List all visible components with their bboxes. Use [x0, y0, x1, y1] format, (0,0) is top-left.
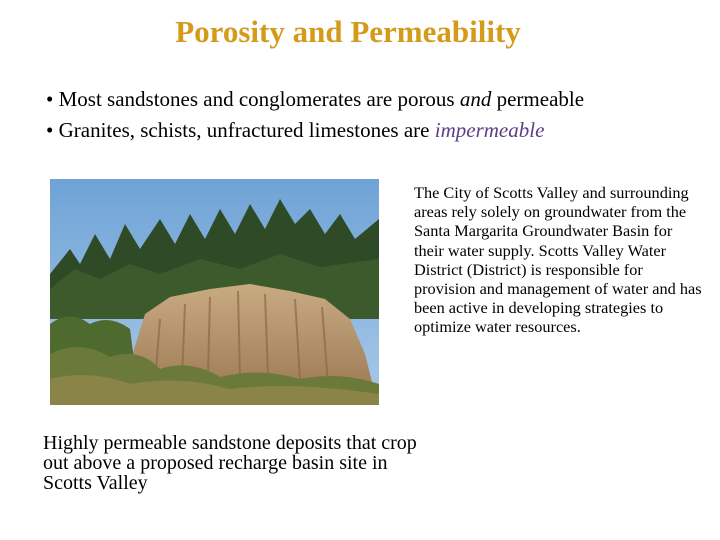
bullet-text: Most sandstones and conglomerates are porous: [58, 87, 460, 111]
sandstone-outcrop-photo: [50, 179, 379, 405]
bullet-text-end: permeable: [491, 87, 585, 111]
description-paragraph: The City of Scotts Valley and surrounding areas rely solely on groundwater from the Santa Margarita Groundwater Basin for their water supply. Scotts Valley Water District (District) is responsible for provision and management of water and has been active in developing strategies to optimize water resources.: [414, 183, 702, 337]
bullet-marker: •: [46, 87, 54, 111]
photo-caption: Highly permeable sandstone deposits that crop out above a proposed recharge basin site in Scotts Valley: [43, 432, 417, 494]
bullet-item: [46, 84, 706, 115]
bullet-marker: •: [46, 118, 54, 142]
bullet-list: [46, 84, 706, 146]
slide-title: Porosity and Permeability: [175, 14, 521, 49]
bullet-emphasis: and: [459, 87, 492, 111]
bullet-emphasis: impermeable: [434, 118, 545, 142]
bullet-text: Granites, schists, unfractured limestones are: [58, 118, 435, 142]
bullet-item: [46, 115, 706, 146]
